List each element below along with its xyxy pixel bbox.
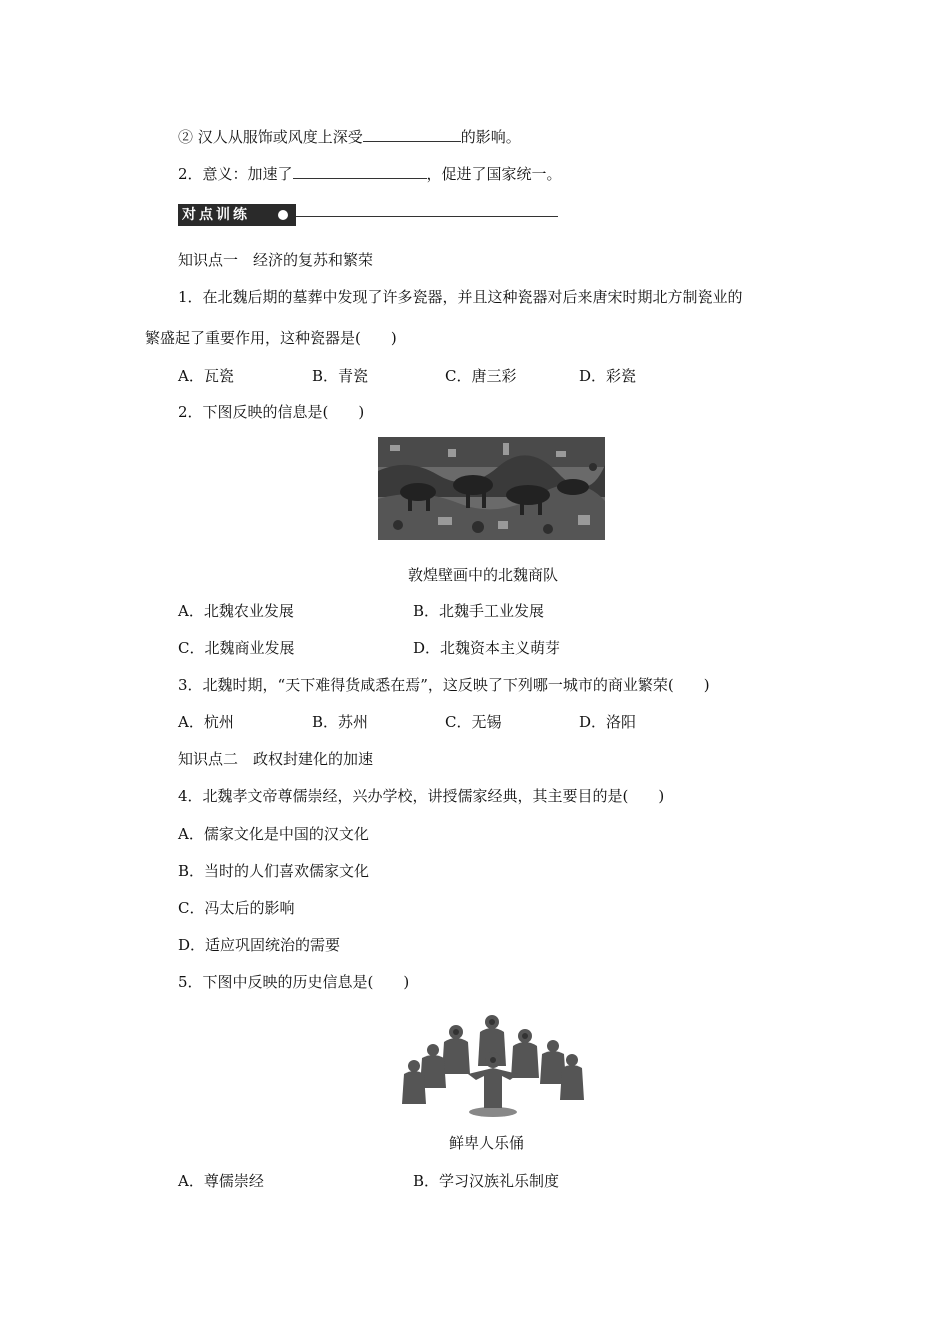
q2-option-d[interactable]: D．北魏资本主义萌芽 <box>413 639 561 657</box>
knowledge-point-heading: 知识点一 经济的复苏和繁荣 <box>178 251 374 269</box>
bullet-dot-icon <box>278 210 288 220</box>
fill-in-line-2 <box>178 164 562 184</box>
answer-blank[interactable] <box>293 164 427 179</box>
q4-option-b[interactable]: B．当时的人们喜欢儒家文化 <box>178 862 370 880</box>
fill-in-line-1 <box>178 127 521 147</box>
question-1-stem-cont: 繁盛起了重要作用，这种瓷器是( ) <box>145 329 397 347</box>
answer-blank[interactable] <box>363 127 461 142</box>
q5-option-b[interactable]: B．学习汉族礼乐制度 <box>413 1172 560 1190</box>
image-caption: 敦煌壁画中的北魏商队 <box>408 566 559 584</box>
q2-option-c[interactable]: C．北魏商业发展 <box>178 639 295 657</box>
q2-option-b[interactable]: B．北魏手工业发展 <box>413 602 545 620</box>
xianbei-musician-figurines-image <box>398 1008 586 1118</box>
q1-option-b[interactable]: B．青瓷 <box>312 367 369 385</box>
banner-title: 对点训练 <box>178 204 296 226</box>
q1-option-d[interactable]: D．彩瓷 <box>579 367 637 385</box>
q5-option-a[interactable]: A．尊儒崇经 <box>178 1172 264 1190</box>
fill-in-2-prefix: 2．意义：加速了 <box>178 165 293 183</box>
q1-option-c[interactable]: C．唐三彩 <box>445 367 517 385</box>
q4-option-d[interactable]: D．适应巩固统治的需要 <box>178 936 341 954</box>
q3-option-b[interactable]: B．苏州 <box>312 713 369 731</box>
knowledge-point-heading: 知识点二 政权封建化的加速 <box>178 750 374 768</box>
image-caption: 鲜卑人乐俑 <box>449 1134 525 1152</box>
fill-in-1-suffix: 的影响。 <box>460 128 521 146</box>
q4-option-a[interactable]: A．儒家文化是中国的汉文化 <box>178 825 369 843</box>
q3-option-c[interactable]: C．无锡 <box>445 713 502 731</box>
question-4-stem: 4．北魏孝文帝尊儒崇经，兴办学校，讲授儒家经典，其主要目的是( ) <box>178 787 665 805</box>
dunhuang-mural-image <box>378 437 605 540</box>
q1-option-a[interactable]: A．瓦瓷 <box>178 367 234 385</box>
question-3-stem: 3．北魏时期，“天下难得货咸悉在焉”，这反映了下列哪一城市的商业繁荣( ) <box>178 676 710 694</box>
fill-in-2-suffix: ，促进了国家统一。 <box>426 165 562 183</box>
q3-option-a[interactable]: A．杭州 <box>178 713 234 731</box>
q2-option-a[interactable]: A．北魏农业发展 <box>178 602 294 620</box>
q3-option-d[interactable]: D．洛阳 <box>579 713 637 731</box>
question-1-stem: 1．在北魏后期的墓葬中发现了许多瓷器，并且这种瓷器对后来唐宋时期北方制瓷业的 <box>178 288 743 306</box>
question-2-stem: 2．下图反映的信息是( ) <box>178 403 365 421</box>
banner-divider <box>296 216 558 217</box>
q4-option-c[interactable]: C．冯太后的影响 <box>178 899 295 917</box>
question-5-stem: 5．下图中反映的历史信息是( ) <box>178 973 410 991</box>
fill-in-1-prefix: ② 汉人从服饰或风度上深受 <box>178 128 363 146</box>
